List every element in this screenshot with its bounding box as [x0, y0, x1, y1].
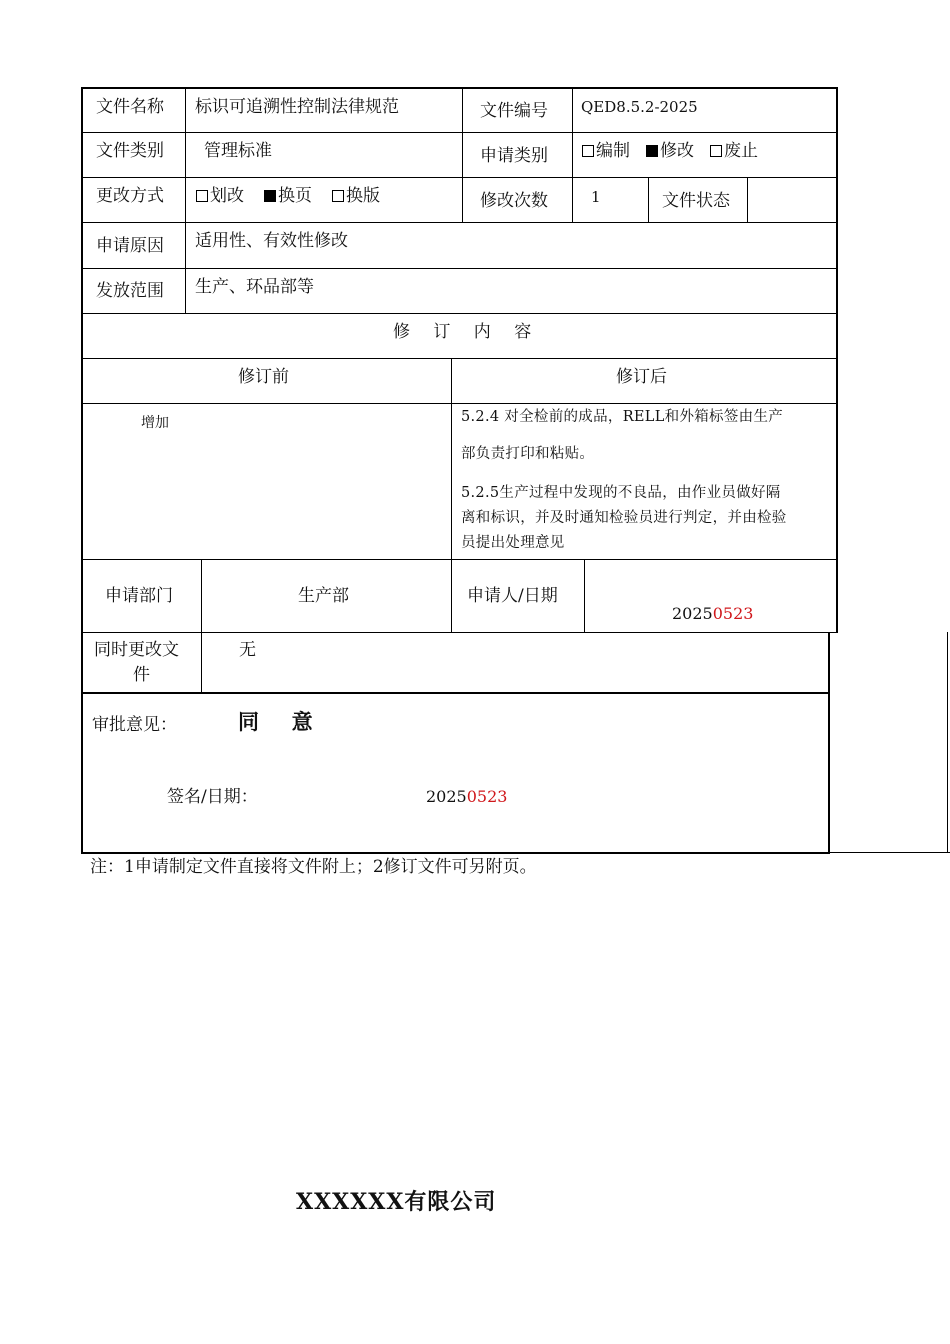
- option-label: 换页: [278, 186, 312, 206]
- doc-category-value: 管理标准: [204, 141, 272, 161]
- simultaneous-label-line1: 同时更改文: [94, 640, 179, 660]
- before-content: 增加: [141, 415, 169, 431]
- date-monthday: 0523: [466, 787, 508, 806]
- doc-category-label: 文件类别: [96, 141, 164, 161]
- option-label: 划改: [210, 186, 244, 206]
- after-content-line: 5.2.5生产过程中发现的不良品，由作业员做好隔: [461, 485, 781, 501]
- distribution-value: 生产、环品部等: [195, 277, 314, 297]
- option-label: 修改: [660, 141, 694, 161]
- doc-no-label: 文件编号: [480, 101, 548, 121]
- checkbox-icon: [582, 145, 594, 157]
- date-year: 2025: [672, 604, 713, 623]
- change-method-options: [196, 185, 396, 207]
- after-content-line: 部负责打印和粘贴。: [461, 446, 595, 462]
- revision-count-label: 修改次数: [480, 191, 548, 211]
- sign-date: [426, 786, 507, 808]
- option-label: 换版: [346, 186, 380, 206]
- apply-type-option-compile[interactable]: [582, 140, 630, 162]
- option-label: 废止: [724, 141, 758, 161]
- checkbox-checked-icon: [264, 190, 276, 202]
- checkbox-icon: [710, 145, 722, 157]
- date-year: 2025: [426, 787, 467, 806]
- approval-label: 审批意见：: [92, 715, 177, 735]
- after-content-line: 5.2.4 对全检前的成品，RELL和外箱标签由生产: [461, 409, 784, 425]
- dept-value: 生产部: [298, 586, 349, 606]
- reason-value: 适用性、有效性修改: [195, 231, 348, 251]
- footnote: 注：1申请制定文件直接将文件附上；2修订文件可另附页。: [90, 857, 537, 877]
- after-header: 修订后: [616, 367, 667, 387]
- change-method-label: 更改方式: [96, 186, 164, 206]
- doc-no-value: QED8.5.2-2025: [581, 98, 698, 116]
- date-monthday: 0523: [712, 604, 754, 623]
- option-label: 编制: [596, 141, 630, 161]
- dept-label: 申请部门: [105, 586, 173, 606]
- apply-type-label: 申请类别: [480, 146, 548, 166]
- sign-label: 签名/日期：: [167, 787, 258, 807]
- apply-type-options: [582, 140, 774, 162]
- revision-count-value: 1: [591, 188, 601, 206]
- doc-name-label: 文件名称: [96, 97, 164, 117]
- reason-label: 申请原因: [96, 236, 164, 256]
- checkbox-icon: [196, 190, 208, 202]
- apply-type-option-modify[interactable]: [646, 140, 694, 162]
- distribution-label: 发放范围: [96, 281, 164, 301]
- before-header: 修订前: [238, 367, 289, 387]
- checkbox-icon: [332, 190, 344, 202]
- simultaneous-value: 无: [239, 640, 256, 660]
- apply-type-option-abolish[interactable]: [710, 140, 758, 162]
- after-content: [461, 405, 787, 556]
- revision-content-header: 修 订 内 容: [393, 322, 534, 342]
- doc-name-value: 标识可追溯性控制法律规范: [195, 97, 399, 117]
- simultaneous-label-line2: 件: [133, 665, 150, 685]
- applicant-date: [672, 603, 753, 625]
- company-name: XXXXXX有限公司: [296, 1189, 497, 1215]
- after-content-line: 离和标识，并及时通知检验员进行判定，并由检验: [461, 510, 787, 526]
- approval-value: 同 意: [238, 709, 319, 734]
- change-method-option-page[interactable]: [264, 185, 312, 207]
- change-method-option-version[interactable]: [332, 185, 380, 207]
- doc-status-label: 文件状态: [662, 191, 730, 211]
- change-method-option-strike[interactable]: [196, 185, 244, 207]
- after-content-line: 员提出处理意见: [461, 535, 565, 551]
- applicant-label: 申请人/日期: [467, 586, 558, 606]
- checkbox-checked-icon: [646, 145, 658, 157]
